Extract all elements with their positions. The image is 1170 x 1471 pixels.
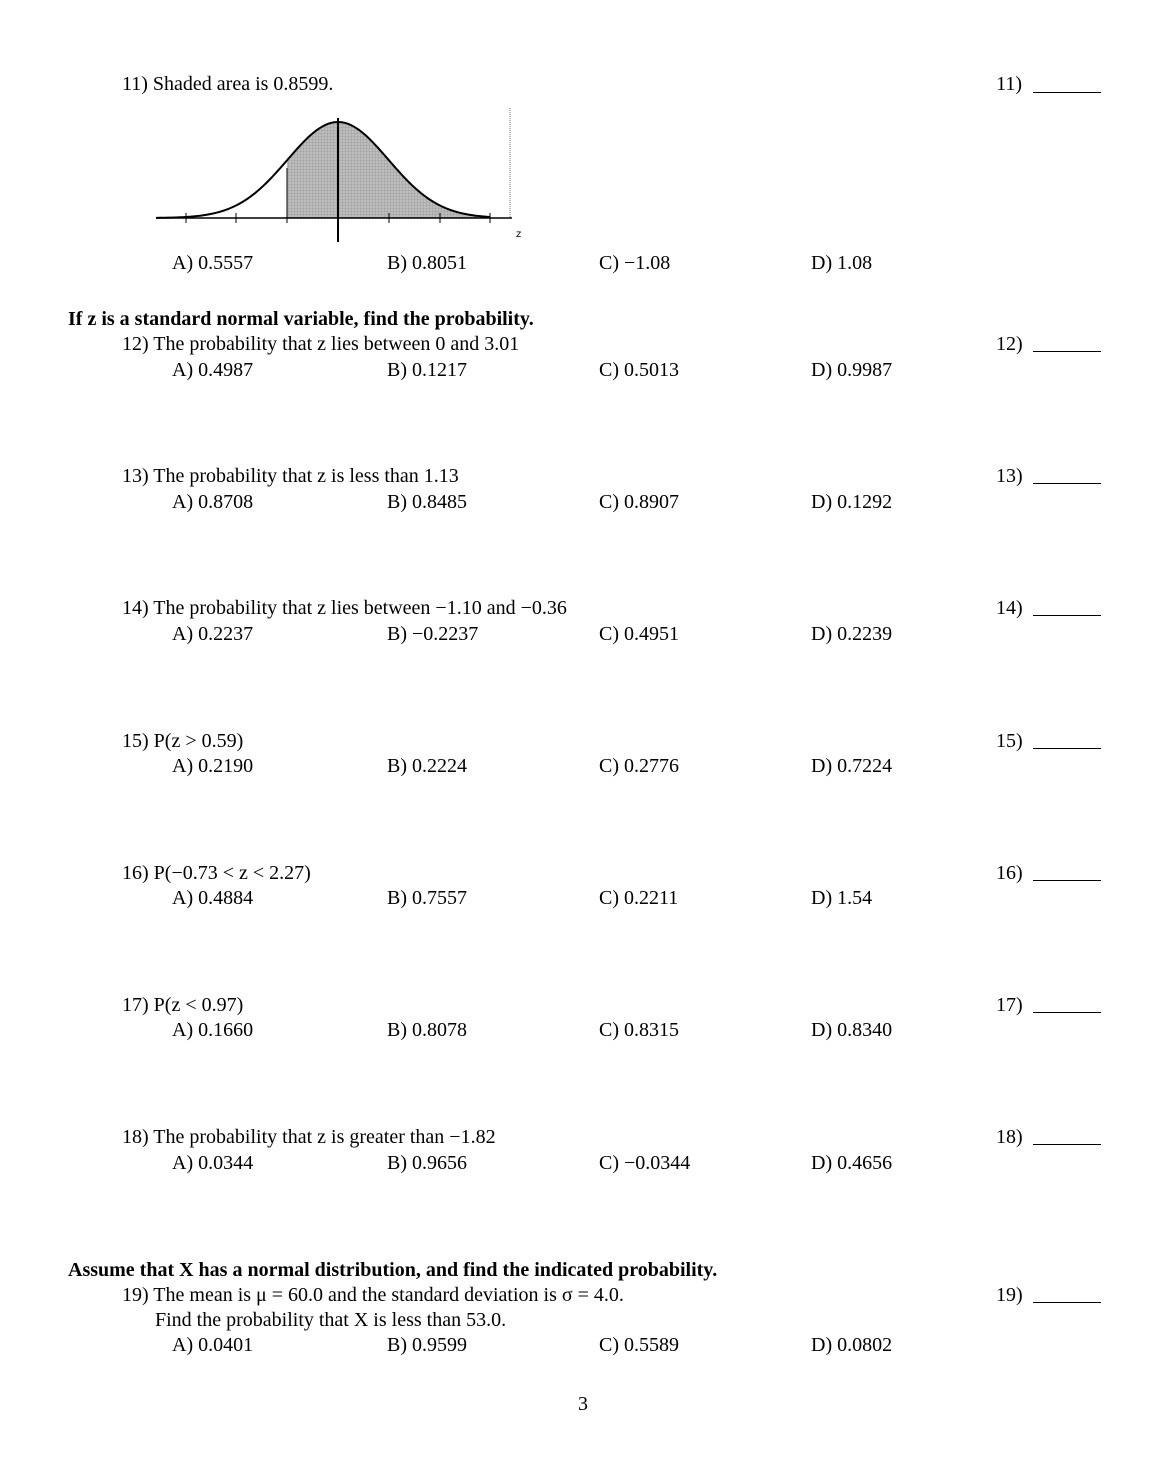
q15-option-a[interactable]: A) 0.2190 bbox=[172, 755, 254, 777]
q15-answer-blank[interactable] bbox=[1033, 748, 1101, 749]
q15-option-d[interactable]: D) 0.7224 bbox=[811, 755, 893, 777]
section-heading: Assume that X has a normal distribution, and find the indicated probability. bbox=[68, 1259, 718, 1281]
q11-option-a[interactable]: A) 0.5557 bbox=[172, 252, 254, 274]
q13-stem: 13) The probability that z is less than 1.13 bbox=[122, 465, 459, 487]
q18-answer-blank[interactable] bbox=[1033, 1144, 1101, 1145]
q18-answer-label: 18) bbox=[996, 1126, 1023, 1148]
q13-answer-blank[interactable] bbox=[1033, 483, 1101, 484]
q14-answer-label: 14) bbox=[996, 597, 1023, 619]
q19-stem-line2: Find the probability that X is less than 53.0. bbox=[155, 1309, 507, 1331]
q14-option-b[interactable]: B) −0.2237 bbox=[387, 623, 479, 645]
q11-stem: 11) Shaded area is 0.8599. bbox=[122, 73, 334, 95]
shaded-area bbox=[287, 122, 490, 218]
q12-stem: 12) The probability that z lies between 0 and 3.01 bbox=[122, 333, 520, 355]
q12-option-b[interactable]: B) 0.1217 bbox=[387, 359, 467, 381]
q11-answer-label: 11) bbox=[996, 73, 1022, 95]
q18-option-c[interactable]: C) −0.0344 bbox=[599, 1152, 691, 1174]
q14-option-c[interactable]: C) 0.4951 bbox=[599, 623, 679, 645]
z-axis-label: z bbox=[516, 229, 522, 240]
q17-answer-label: 17) bbox=[996, 994, 1023, 1016]
q14-option-d[interactable]: D) 0.2239 bbox=[811, 623, 893, 645]
q19-option-c[interactable]: C) 0.5589 bbox=[599, 1334, 679, 1356]
section-heading: If z is a standard normal variable, find the probability. bbox=[68, 308, 534, 330]
q13-option-a[interactable]: A) 0.8708 bbox=[172, 491, 254, 513]
q17-option-a[interactable]: A) 0.1660 bbox=[172, 1019, 254, 1041]
q18-stem: 18) The probability that z is greater than −1.82 bbox=[122, 1126, 496, 1148]
q15-answer-label: 15) bbox=[996, 730, 1023, 752]
q13-option-c[interactable]: C) 0.8907 bbox=[599, 491, 679, 513]
q12-option-a[interactable]: A) 0.4987 bbox=[172, 359, 254, 381]
q17-option-b[interactable]: B) 0.8078 bbox=[387, 1019, 467, 1041]
q12-answer-blank[interactable] bbox=[1033, 351, 1101, 352]
q15-option-b[interactable]: B) 0.2224 bbox=[387, 755, 467, 777]
q16-answer-label: 16) bbox=[996, 862, 1023, 884]
q17-option-c[interactable]: C) 0.8315 bbox=[599, 1019, 679, 1041]
q18-option-d[interactable]: D) 0.4656 bbox=[811, 1152, 893, 1174]
q19-option-a[interactable]: A) 0.0401 bbox=[172, 1334, 254, 1356]
q11-option-b[interactable]: B) 0.8051 bbox=[387, 252, 467, 274]
q14-stem: 14) The probability that z lies between −1.10 and −0.36 bbox=[122, 597, 567, 619]
q17-option-d[interactable]: D) 0.8340 bbox=[811, 1019, 893, 1041]
q12-option-d[interactable]: D) 0.9987 bbox=[811, 359, 893, 381]
q11-option-d[interactable]: D) 1.08 bbox=[811, 252, 873, 274]
q19-stem: 19) The mean is μ = 60.0 and the standard deviation is σ = 4.0. bbox=[122, 1284, 624, 1306]
q13-option-b[interactable]: B) 0.8485 bbox=[387, 491, 467, 513]
q14-option-a[interactable]: A) 0.2237 bbox=[172, 623, 254, 645]
q14-answer-blank[interactable] bbox=[1033, 615, 1101, 616]
q15-option-c[interactable]: C) 0.2776 bbox=[599, 755, 679, 777]
q13-answer-label: 13) bbox=[996, 465, 1023, 487]
q16-option-a[interactable]: A) 0.4884 bbox=[172, 887, 254, 909]
q12-option-c[interactable]: C) 0.5013 bbox=[599, 359, 679, 381]
q19-answer-label: 19) bbox=[996, 1284, 1023, 1306]
q16-stem: 16) P(−0.73 < z < 2.27) bbox=[122, 862, 311, 884]
q18-option-a[interactable]: A) 0.0344 bbox=[172, 1152, 254, 1174]
q17-stem: 17) P(z < 0.97) bbox=[122, 994, 244, 1016]
q19-option-b[interactable]: B) 0.9599 bbox=[387, 1334, 467, 1356]
q17-answer-blank[interactable] bbox=[1033, 1012, 1101, 1013]
q16-answer-blank[interactable] bbox=[1033, 880, 1101, 881]
q18-option-b[interactable]: B) 0.9656 bbox=[387, 1152, 467, 1174]
q15-stem: 15) P(z > 0.59) bbox=[122, 730, 244, 752]
q11-option-c[interactable]: C) −1.08 bbox=[599, 252, 671, 274]
q12-answer-label: 12) bbox=[996, 333, 1023, 355]
q19-option-d[interactable]: D) 0.0802 bbox=[811, 1334, 893, 1356]
normal-curve-figure bbox=[150, 100, 530, 250]
q16-option-b[interactable]: B) 0.7557 bbox=[387, 887, 467, 909]
q16-option-c[interactable]: C) 0.2211 bbox=[599, 887, 679, 909]
q11-answer-blank[interactable] bbox=[1033, 92, 1101, 93]
q16-option-d[interactable]: D) 1.54 bbox=[811, 887, 873, 909]
q13-option-d[interactable]: D) 0.1292 bbox=[811, 491, 893, 513]
q19-answer-blank[interactable] bbox=[1033, 1302, 1101, 1303]
page-number: 3 bbox=[578, 1393, 588, 1415]
